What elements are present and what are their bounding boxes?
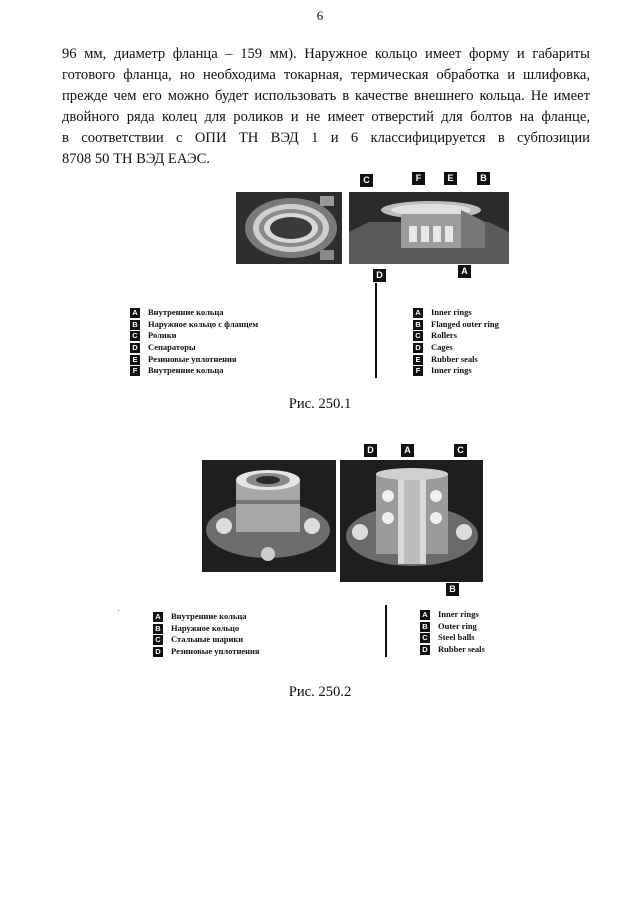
legend-key: F [130,366,140,376]
legend-key: F [413,366,423,376]
legend-label: Steel balls [438,632,475,643]
legend-row [130,365,258,377]
fig2-legend-en [420,609,485,656]
fig1-tag-c: C [360,174,373,187]
fig1-legend-en [413,307,499,377]
fig2-hub-cutaway [340,460,483,582]
fig2-photo-left [202,460,336,572]
legend-label: Наружное кольцо [171,622,240,633]
legend-key: D [413,343,423,353]
legend-key: C [153,635,163,645]
scan-speck [118,610,119,611]
fig2-tag-a: A [401,444,414,457]
fig2-divider [385,605,387,657]
legend-key: E [413,355,423,365]
legend-row [153,634,260,646]
legend-key: C [130,331,140,341]
legend-row [420,621,485,633]
paragraph-line: двойного ряда колец для роликов и не имеет отверстий для болтов на фланце, [62,109,590,125]
legend-key: B [153,624,163,634]
legend-key: B [420,622,430,632]
legend-key: A [153,612,163,622]
legend-row [420,609,485,621]
legend-row [130,307,258,319]
legend-label: Inner rings [438,609,479,619]
legend-row [420,644,485,656]
fig1-tag-b: B [477,172,490,185]
legend-key: B [130,320,140,330]
fig2-tag-d: D [364,444,377,457]
legend-label: Сепараторы [148,342,196,353]
legend-row [413,319,499,331]
legend-label: Rollers [431,330,457,341]
fig1-caption: Рис. 250.1 [288,396,352,412]
paragraph-line: прежде чем его можно будет использовать в качестве внешнего кольца. Не имеет [62,88,590,104]
legend-key: D [130,343,140,353]
legend-label: Резиновые уплотнения [171,646,260,657]
paragraph-line: 96 мм, диаметр фланца – 159 мм). Наружное кольцо имеет форму и габариты [62,46,590,62]
fig2-photo-right [340,460,483,582]
page-number: 6 [316,8,324,23]
fig1-legend-ru [130,307,258,377]
legend-label: Cages [431,342,453,353]
legend-key: B [413,320,423,330]
paragraph-line: 8708 50 ТН ВЭД ЕАЭС. [62,151,211,167]
fig1-tag-e: E [444,172,457,185]
fig2-caption: Рис. 250.2 [288,684,352,700]
legend-label: Наружное кольцо с фланцем [148,318,259,329]
legend-row [153,611,260,623]
legend-row [413,330,499,342]
legend-label: Inner rings [431,307,472,317]
fig1-tag-d: D [373,269,386,282]
fig1-photo-right [349,192,509,264]
legend-key: C [420,633,430,643]
legend-row [130,319,258,331]
fig2-hub-assembly [202,460,336,572]
legend-label: Inner rings [431,365,472,376]
legend-row [130,342,258,354]
fig1-photo-left [236,192,342,264]
paragraph-line: готового фланца, но необходима токарная, термическая обработка и шлифовка, [62,67,590,83]
fig1-divider [375,283,377,378]
legend-row [153,646,260,658]
legend-key: D [153,647,163,657]
fig2-tag-b: B [446,583,459,596]
legend-row [130,330,258,342]
legend-label: Outer ring [438,620,477,631]
fig2-tag-c: C [454,444,467,457]
legend-label: Внутренние кольца [171,611,247,621]
legend-row [413,365,499,377]
legend-label: Внутренние кольца [148,307,224,317]
fig1-bearing-cutaway [349,192,509,264]
fig2-legend-ru [153,611,260,658]
legend-key: A [420,610,430,620]
legend-key: D [420,645,430,655]
legend-label: Резиновые уплотнения [148,353,237,364]
paragraph-line: в соответствии с ОПИ ТН ВЭД 1 и 6 классифицируется в субпозиции [62,130,590,146]
legend-row [420,632,485,644]
legend-row [130,354,258,366]
legend-key: A [130,308,140,318]
legend-label: Flanged outer ring [431,318,499,329]
legend-row [413,354,499,366]
legend-key: E [130,355,140,365]
body-paragraph [62,44,590,170]
legend-row [413,342,499,354]
legend-label: Внутренние кольца [148,365,224,376]
legend-row [153,623,260,635]
fig1-bearing-top-view [236,192,342,264]
legend-label: Стальные шарики [171,634,244,645]
legend-label: Ролики [148,330,177,341]
fig1-tag-f: F [412,172,425,185]
legend-label: Rubber seals [431,353,478,364]
legend-key: C [413,331,423,341]
legend-key: A [413,308,423,318]
legend-row [413,307,499,319]
legend-label: Rubber seals [438,644,485,655]
fig1-tag-a: A [458,265,471,278]
